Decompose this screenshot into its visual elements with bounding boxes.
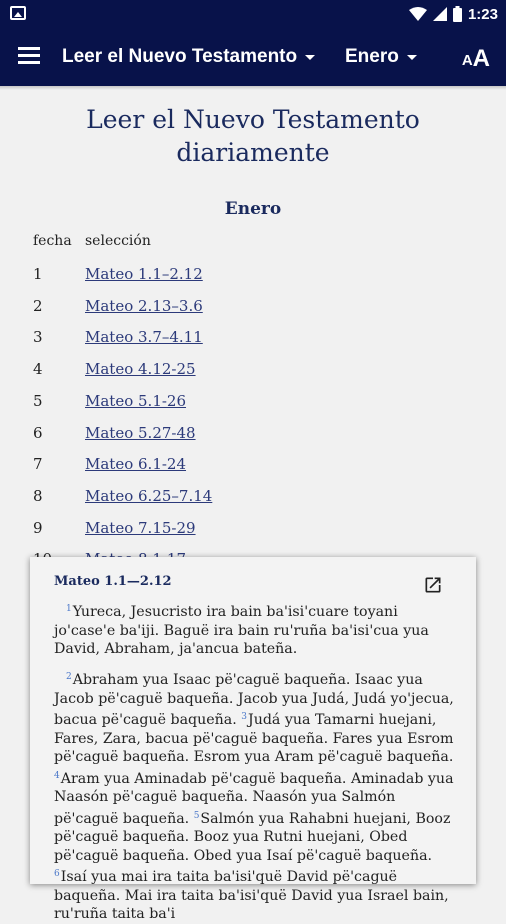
table-row <box>0 297 506 329</box>
month-selector-dropdown[interactable] <box>345 45 417 69</box>
table-row <box>0 487 506 519</box>
row-day: 5 <box>33 392 43 410</box>
reading-link[interactable]: Mateo 6.1-24 <box>85 455 187 473</box>
scripture-paragraph <box>54 668 454 924</box>
verse-text: Abraham yua Isaac pë'caguë baqueña. Isaac yua Jacob pë'caguë baqueña. Jacob yua Judá, Judá yo'jecua, bacua pë'caguë baqueña. <box>54 672 454 728</box>
month-heading: Enero <box>224 199 282 219</box>
row-day: 6 <box>33 424 43 442</box>
status-icons <box>409 4 498 24</box>
reading-link[interactable]: Mateo 5.27-48 <box>85 424 196 442</box>
verse-number: 4 <box>54 770 60 781</box>
font-size-small-icon: A <box>461 52 473 69</box>
page-title-line1: Leer el Nuevo Testamento <box>86 105 420 134</box>
column-header-date: fecha <box>33 233 72 249</box>
month-selector-label: Enero <box>345 46 399 67</box>
table-row <box>0 265 506 297</box>
table-row <box>0 328 506 360</box>
font-size-large-icon: A <box>472 45 490 72</box>
verse-text: Judá yua Tamarni huejani, Fares, Zara, bacua pë'caguë baqueña. Fares yua Esrom pë'caguë baqueña. Esrom yua Aram pë'caguë baqueña. <box>54 712 454 765</box>
book-selector-label: Leer el Nuevo Testamento <box>62 46 298 67</box>
verse-text: Aram yua Aminadab pë'caguë baqueña. Aminadab yua Naasón pë'caguë baqueña. Naasón yua Salmón pë'caguë baqueña. <box>54 770 454 827</box>
gallery-notification-icon <box>10 6 26 20</box>
clock: 1:23 <box>467 5 498 23</box>
table-row <box>0 360 506 392</box>
menu-icon[interactable] <box>18 47 40 65</box>
book-selector-dropdown[interactable] <box>62 45 315 69</box>
reading-link[interactable]: Mateo 7.15-29 <box>85 519 196 537</box>
row-day: 4 <box>33 360 43 378</box>
row-day: 8 <box>33 487 43 505</box>
open-in-new-icon[interactable] <box>423 575 443 595</box>
row-day: 3 <box>33 328 43 346</box>
wifi-icon <box>409 7 427 21</box>
column-header-selection: selección <box>85 233 151 249</box>
reading-link[interactable]: Mateo 4.12-25 <box>85 360 196 378</box>
row-day: 9 <box>33 519 43 537</box>
verse-number: 2 <box>66 672 72 682</box>
verse-number: 1 <box>66 604 72 614</box>
status-bar <box>0 0 506 28</box>
verse-text: Isaí yua mai ira taita ba'isi'quë David pë'caguë baqueña. Mai ira taita ba'isi'quë David yua Israel bain, ru'ruña taita ba'i <box>54 869 449 922</box>
scripture-preview-popup[interactable] <box>30 557 476 922</box>
row-day: 7 <box>33 455 43 473</box>
page-title <box>30 103 476 169</box>
reading-link[interactable]: Mateo 6.25–7.14 <box>85 487 213 505</box>
reading-link[interactable]: Mateo 3.7–4.11 <box>85 328 203 346</box>
verse-text: Yureca, Jesucristo ira bain ba'isi'cuare toyani jo'case'e ba'iji. Baguë ira bain ru'ruña ba'isi'cua yua David, Abraham, ja'ancua bateña. <box>54 604 429 657</box>
chevron-down-icon <box>305 55 315 60</box>
app-bar <box>0 28 506 86</box>
battery-icon <box>453 6 462 22</box>
reading-link[interactable]: Mateo 2.13–3.6 <box>85 297 203 315</box>
verse-number: 6 <box>54 869 60 879</box>
reading-link[interactable]: Mateo 5.1-26 <box>85 392 187 410</box>
table-row <box>0 455 506 487</box>
table-row <box>0 424 506 456</box>
verse-text: Salmón yua Rahabni huejani, Booz pë'caguë baqueña. Booz yua Rutni huejani, Obed pë'caguë baqueña. Obed yua Isaí pë'caguë baqueña. <box>54 810 451 864</box>
verse-number: 5 <box>193 810 200 821</box>
table-row <box>0 392 506 424</box>
reading-link[interactable]: Mateo 1.1–2.12 <box>85 265 203 283</box>
font-size-button[interactable] <box>462 42 490 72</box>
row-day: 1 <box>33 265 43 283</box>
verse-number: 3 <box>241 712 248 722</box>
row-day: 2 <box>33 297 43 315</box>
chevron-down-icon <box>407 55 417 60</box>
popup-title: Mateo 1.1—2.12 <box>54 574 172 589</box>
signal-icon <box>433 7 447 21</box>
page-title-line2: diariamente <box>176 138 330 167</box>
table-row <box>0 519 506 551</box>
scripture-paragraph <box>54 600 454 659</box>
